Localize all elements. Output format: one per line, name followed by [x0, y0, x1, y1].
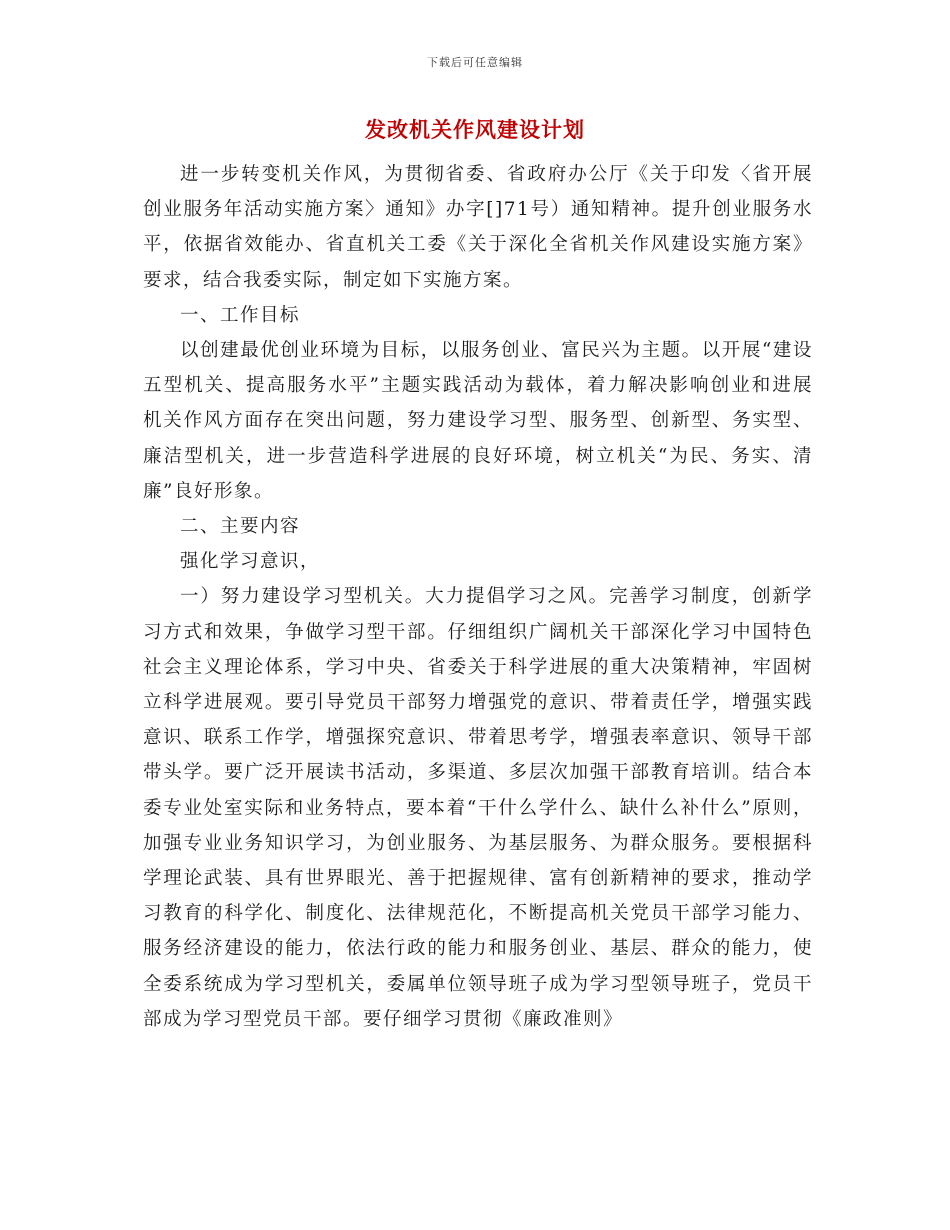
header-note: 下载后可任意编辑 — [427, 56, 523, 69]
paragraph-learning-organization: 一）努力建设学习型机关。大力提倡学习之风。完善学习制度，创新学习方式和效果，争做学习型干部。仔细组织广阔机关干部深化学习中国特色社会主义理论体系，学习中央、省委关于科学进展的重大决策精神，牢固树立科学进展观。要引导党员干部努力增强党的意识、带着责任学，增强实践意识、联系工作学，增强探究意识、带着思考学，增强表率意识、领导干部带头学。要广泛开展读书活动，多渠道、多层次加强干部教育培训。结合本委专业处室实际和业务特点，要本着“干什么学什么、缺什么补什么”原则，加强专业业务知识学习，为创业服务、为基层服务、为群众服务。要根据科学理论武装、具有世界眼光、善于把握规律、富有创新精神的要求，推动学习教育的科学化、制度化、法律规范化，不断提高机关党员干部学习能力、服务经济建设的能力，依法行政的能力和服务创业、基层、群众的能力，使全委系统成为学习型机关，委属单位领导班子成为学习型领导班子，党员干部成为学习型党员干部。要仔细学习贯彻《廉政准则》 — [143, 586, 813, 1030]
section-heading-content: 二、主要内容 — [180, 516, 301, 538]
paragraph-learning-awareness: 强化学习意识， — [180, 551, 321, 573]
document-title: 发改机关作风建设计划 — [365, 117, 585, 142]
paragraph-intro: 进一步转变机关作风，为贯彻省委、省政府办公厅《关于印发〈省开展创业服务年活动实施方案〉通知》办字[]71号）通知精神。提升创业服务水平，依据省效能办、省直机关工委《关于深化全省机关作风建设实施方案》要求，结合我委实际，制定如下实施方案。 — [143, 164, 813, 291]
section-heading-goals: 一、工作目标 — [180, 304, 301, 326]
paragraph-goals: 以创建最优创业环境为目标，以服务创业、富民兴为主题。以开展“建设五型机关、提高服务水平”主题实践活动为载体，着力解决影响创业和进展机关作风方面存在突出问题，努力建设学习型、服务型、创新型、务实型、廉洁型机关，进一步营造科学进展的良好环境，树立机关“为民、务实、清廉”良好形象。 — [143, 340, 813, 502]
document-body — [143, 157, 813, 1037]
